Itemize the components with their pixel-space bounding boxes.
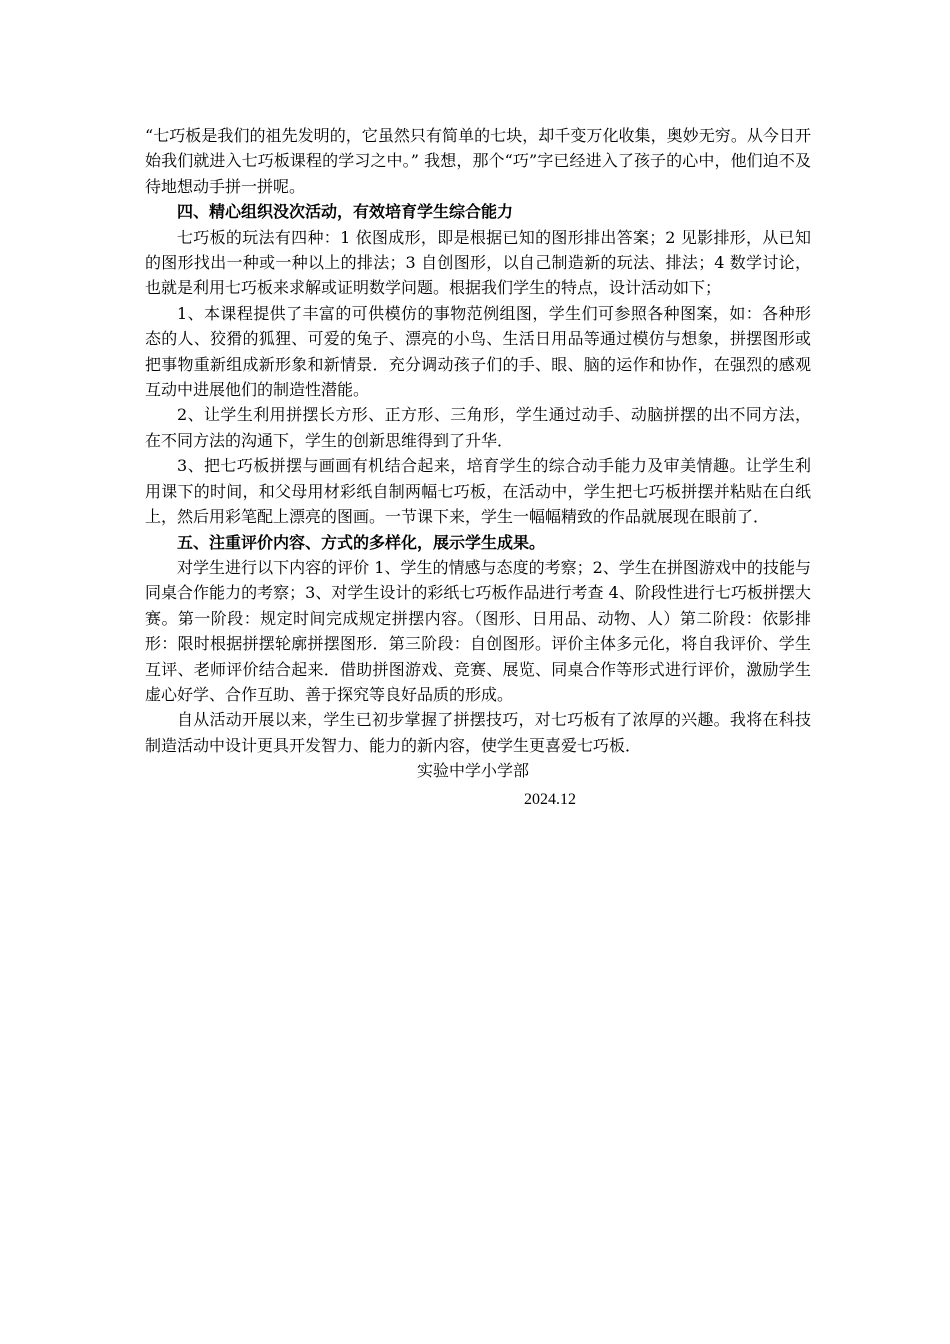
intro-paragraph: “七巧板是我们的祖先发明的，它虽然只有简单的七块，却千变万化收集，奥妙无穷。从今日开始我们就进入七巧板课程的学习之中。” 我想，那个“巧”字已经进入了孩子的心中，他们迫不及待地想动手拼一拼呢。 [145,126,811,196]
paragraph-activity-3: 3、把七巧板拼摆与画画有机结合起来，培育学生的综合动手能力及审美情趣。让学生利用课下的时间，和父母用材彩纸自制两幅七巧板，在活动中，学生把七巧板拼摆并粘贴在白纸上，然后用彩笔配上漂亮的图画。一节课下来，学生一幅幅精致的作品就展现在眼前了． [145,456,811,527]
paragraph-conclusion: 自从活动开展以来，学生已初步掌握了拼摆技巧，对七巧板有了浓厚的兴趣。我将在科技制造活动中设计更具开发智力、能力的新内容，使学生更喜爱七巧板． [145,710,811,755]
signature-school: 实验中学小学部 [417,761,530,781]
paragraph-evaluation: 对学生进行以下内容的评价 1、学生的情感与态度的考察；2、学生在拼图游戏中的技能与同桌合作能力的考察；3、对学生设计的彩纸七巧板作品进行考查 4、阶段性进行七巧板拼摆大赛。第一阶段：规定时间完成规定拼摆内容。（图形、日用品、动物、人）第二阶段：依影排形：限时根据拼摆轮廓拼摆图形．第三阶段：自创图形。评价主体多元化，将自我评价、学生互评、老师评价结合起来．借助拼图游戏、竞赛、展览、同桌合作等形式进行评价，激励学生虚心好学、合作互助、善于探究等良好品质的形成。 [145,557,811,704]
paragraph-activity-2: 2、让学生利用拼摆长方形、正方形、三角形，学生通过动手、动脑拼摆的出不同方法，在不同方法的沟通下，学生的创新思维得到了升华． [145,405,811,450]
section-four-heading: 四、精心组织没次活动，有效培育学生综合能力 [177,202,514,222]
paragraph-play-methods: 七巧板的玩法有四种：1 依图成形，即是根据已知的图形排出答案；2 见影排形，从已知的图形找出一种或一种以上的排法；3 自创图形，以自己制造新的玩法、排法；4 数学讨论，也就是利用七巧板来求解或证明数学问题。根据我们学生的特点，设计活动如下； [145,227,811,298]
document-page [145,123,811,812]
signature-date: 2024.12 [524,790,576,808]
paragraph-activity-1: 1、本课程提供了丰富的可供模仿的事物范例组图，学生们可参照各种图案，如：各种形态的人、狡猾的狐狸、可爱的兔子、漂亮的小鸟、生活日用品等通过模仿与想象，拼摆图形或把事物重新组成新形象和新情景．充分调动孩子们的手、眼、脑的运作和协作，在强烈的感观互动中进展他们的制造性潜能。 [145,303,811,400]
section-five-heading: 五、注重评价内容、方式的多样化，展示学生成果。 [177,532,546,552]
